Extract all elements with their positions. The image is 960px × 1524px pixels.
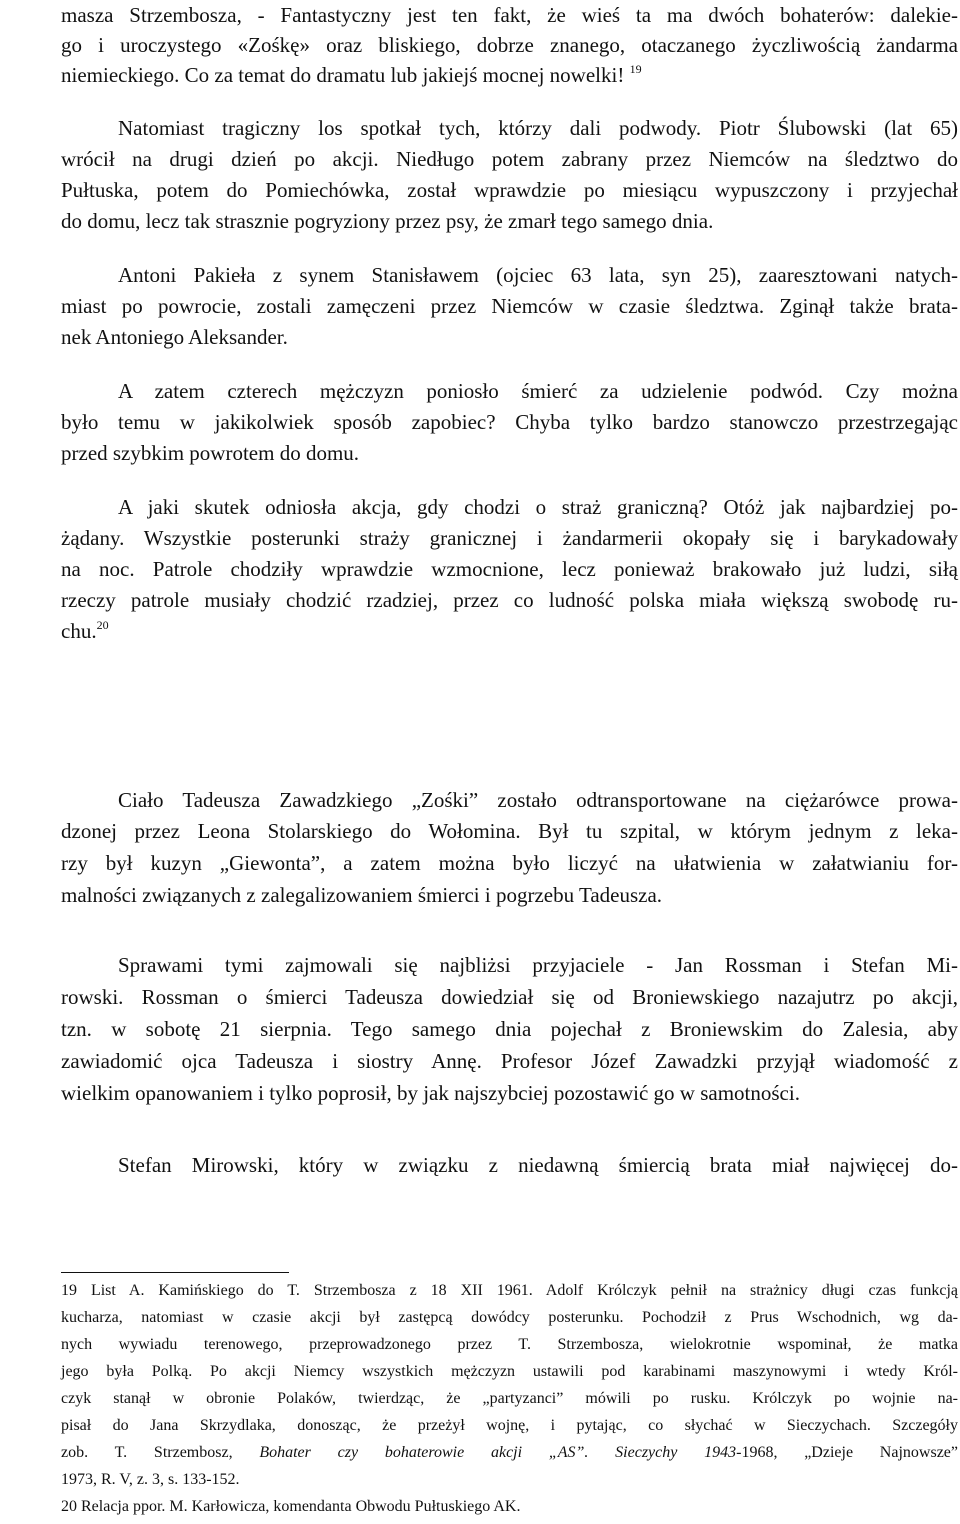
text-line: A zatem czterech mężczyzn poniosło śmierć za udzielenie podwód. Czy można	[118, 379, 958, 403]
text-line: zawiadomić ojca Tadeusza i siostry Annę. Profesor Józef Zawadzki przyjął wiadomość z	[61, 1049, 958, 1073]
footnote-ref-19: 19	[629, 62, 642, 76]
text-line: było temu w jakikolwiek sposób zapobiec? Chyba tylko bardzo stanowczo przestrzegając	[61, 410, 958, 434]
footnote-divider	[61, 1272, 289, 1273]
text-line: żądany. Wszystkie posterunki straży granicznej i żandarmerii okopały się i barykadowały	[61, 526, 958, 550]
footnote-ref-20: 20	[96, 618, 109, 632]
text-line: dzonej przez Leona Stolarskiego do Wołomina. Był tu szpital, w którym jednym z leka-	[61, 819, 958, 843]
text-line: przed szybkim powrotem do domu.	[61, 441, 360, 465]
text-span: niemieckiego. Co za temat do dramatu lub jakiejś mocnej nowelki!	[61, 63, 625, 87]
text-line: Stefan Mirowski, który w związku z niedawną śmiercią brata miał najwięcej do-	[118, 1153, 958, 1177]
text-line: rowski. Rossman o śmierci Tadeusza dowiedział się od Broniewskiego nazajutrz po akcji,	[61, 985, 958, 1009]
text-line: A jaki skutek odniosła akcja, gdy chodzi o straż graniczną? Otóż jak najbardziej po-	[118, 495, 958, 519]
text-line: Ciało Tadeusza Zawadzkiego „Zośki” zostało odtransportowane na ciężarówce prowa-	[118, 788, 958, 812]
footnote-line: kucharza, natomiast w czasie akcji był zastępcą dowódcy posterunku. Pochodził z Prus Wschodnich, wg da-	[61, 1309, 958, 1326]
text-span: chu.	[61, 619, 97, 643]
text-line: rzeczy patrole musiały chodzić rzadziej, przez co ludność polska miała większą swobodę ru-	[61, 588, 958, 612]
footnote-line: 20 Relacja ppor. M. Karłowicza, komendanta Obwodu Pułtuskiego AK.	[61, 1498, 521, 1515]
footnote-line: pisał do Jana Skrzydlaka, donosząc, że przeżył wojnę, i pytając, co słychać w Sieczychach. Szczegóły	[61, 1417, 958, 1434]
text-span: zob. T. Strzembosz,	[61, 1444, 260, 1461]
text-line: Antoni Pakieła z synem Stanisławem (ojciec 63 lata, syn 25), zaaresztowani natych-	[118, 263, 958, 287]
text-line: malności związanych z zalegalizowaniem śmierci i pogrzebu Tadeusza.	[61, 883, 663, 907]
text-line: Natomiast tragiczny los spotkał tych, którzy dali podwody. Piotr Ślubowski (lat 65)	[118, 116, 958, 140]
text-line	[61, 60, 958, 90]
text-line: masza Strzembosza, - Fantastyczny jest ten fakt, że wieś ta ma dwóch bohaterów: dalekie-	[61, 3, 958, 27]
footnote-line: czyk stanął w obronie Polaków, twierdząc, że „partyzanci” mówili po rusku. Królczyk po wojnie na-	[61, 1390, 958, 1407]
text-line: Pułtuska, potem do Pomiechówka, został wprawdzie po miesiącu wypuszczony i przyjechał	[61, 178, 958, 202]
text-line: Sprawami tymi zajmowali się najbliżsi przyjaciele - Jan Rossman i Stefan Mi-	[118, 953, 958, 977]
text-line: wrócił na drugi dzień po akcji. Niedługo potem zabrany przez Niemców na śledztwo do	[61, 147, 958, 171]
footnote-line: 19 List A. Kamińskiego do T. Strzembosza z 18 XII 1961. Adolf Królczyk pełnił na strażnicy długi czas funkcją	[61, 1282, 958, 1299]
text-span: -1968, „Dzieje Najnowsze”	[736, 1444, 958, 1461]
footnote-line: jego była Polką. Po akcji Niemcy wszystkich mężczyzn ustawili pod karabinami maszynowymi i wtedy Król-	[61, 1363, 958, 1380]
footnote-line: 1973, R. V, z. 3, s. 133-152.	[61, 1471, 240, 1488]
text-line: go i uroczystego «Zośkę» oraz bliskiego, dobrze znanego, otaczanego życzliwością żandarma	[61, 33, 958, 57]
footnote-line: nych wywiadu terenowego, przeprowadzonego przez T. Strzembosza, wielokrotnie wspominał, że matka	[61, 1336, 958, 1353]
text-line: wielkim opanowaniem i tylko poprosił, by jak najszybciej pozostawić go w samotności.	[61, 1081, 800, 1105]
text-line: do domu, lecz tak strasznie pogryziony przez psy, że zmarł tego samego dnia.	[61, 209, 714, 233]
text-line: miast po powrocie, zostali zamęczeni przez Niemców w czasie śledztwa. Zginął także brata-	[61, 294, 958, 318]
text-line: na noc. Patrole chodziły wprawdzie wzmocnione, lecz ponieważ brakowało już ludzi, siłą	[61, 557, 958, 581]
book-title: Bohater czy bohaterowie akcji „AS”. Sieczychy 1943	[259, 1444, 737, 1461]
text-line: tzn. w sobotę 21 sierpnia. Tego samego dnia pojechał z Broniewskim do Zalesia, aby	[61, 1017, 958, 1041]
text-line	[61, 616, 958, 646]
text-line: nek Antoniego Aleksander.	[61, 325, 288, 349]
footnote-line	[61, 1439, 958, 1466]
text-line: rzy był kuzyn „Giewonta”, a zatem można było liczyć na ułatwienia w załatwianiu for-	[61, 851, 958, 875]
